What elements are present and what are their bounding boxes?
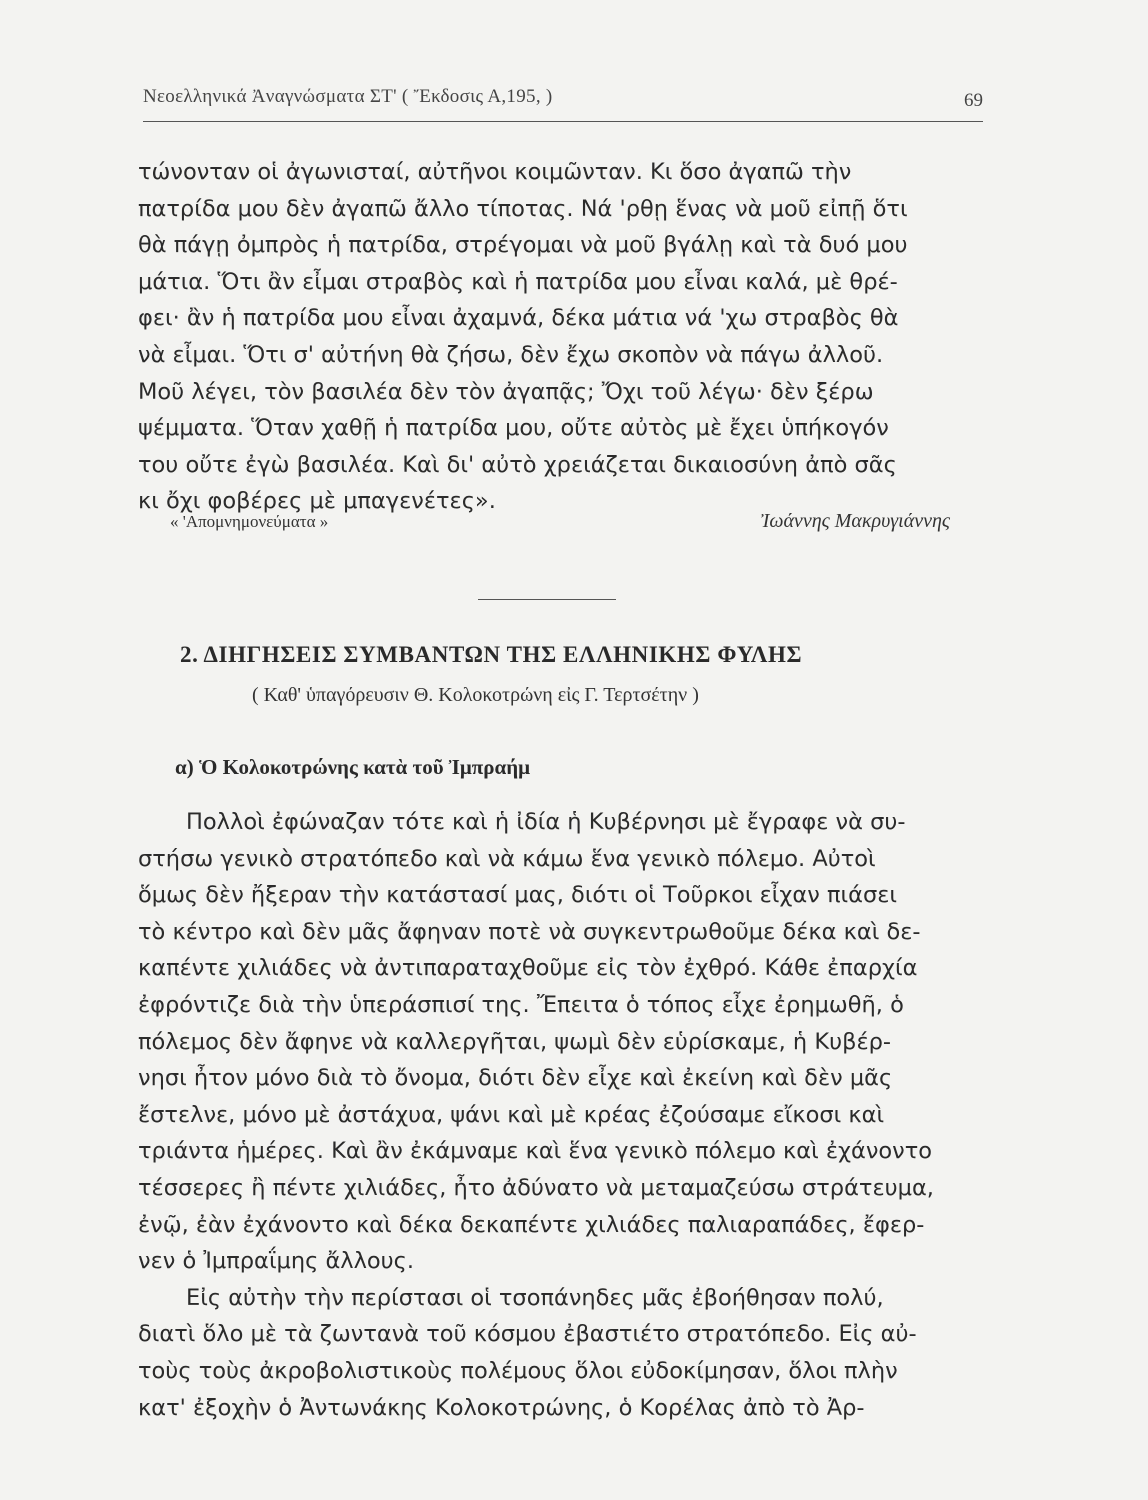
text-line: στήσω γενικὸ στρατόπεδο καὶ νὰ κάμω ἕνα γενικὸ πόλεμο. Αὐτοὶ xyxy=(138,845,876,872)
text-line: τριάντα ἡμέρες. Καὶ ἂν ἐκάμναμε καὶ ἕνα γενικὸ πόλεμο καὶ ἐχάνοντο xyxy=(138,1138,933,1165)
section-heading: 2. ΔΙΗΓΗΣΕΙΣ ΣΥΜΒΑΝΤΩΝ ΤΗΣ ΕΛΛΗΝΙΚΗΣ ΦΥΛΗΣ xyxy=(180,642,803,667)
passage-1 xyxy=(138,154,988,520)
passage-2 xyxy=(138,804,988,1426)
text-line: νησι ἦτον μόνο διὰ τὸ ὄνομα, διότι δὲν εἶχε καὶ ἐκείνη καὶ δὲν μᾶς xyxy=(138,1065,893,1092)
text-line: φει· ἂν ἡ πατρίδα μου εἶναι ἀχαμνά, δέκα μάτια νά 'χω στραβὸς θὰ xyxy=(138,305,899,332)
source-title: « 'Απομνημονεύματα » xyxy=(170,512,329,531)
text-line: πόλεμος δὲν ἄφηνε νὰ καλλεργῆται, ψωμὶ δὲν εὑρίσκαμε, ἡ Κυβέρ- xyxy=(138,1028,892,1055)
text-line: Εἰς αὐτὴν τὴν περίστασι οἱ τσοπάνηδες μᾶς ἐβοήθησαν πολύ, xyxy=(186,1284,884,1311)
text-line: τὸ κέντρο καὶ δὲν μᾶς ἄφηναν ποτὲ νὰ συγκεντρωθοῦμε δέκα καὶ δε- xyxy=(138,918,921,945)
text-line: νεν ὁ Ἰμπραΐμης ἄλλους. xyxy=(138,1248,415,1275)
text-line: ψέμματα. Ὅταν χαθῇ ἡ πατρίδα μου, οὔτε αὐτὸς μὲ ἔχει ὑπήκογόν xyxy=(138,415,889,442)
section-separator xyxy=(478,599,616,600)
subsection-title: α) Ὁ Κολοκοτρώνης κατὰ τοῦ Ἰμπραήμ xyxy=(175,755,531,779)
author-name: Ἰωάννης Μακρυγιάννης xyxy=(760,510,950,532)
attribution xyxy=(170,508,950,538)
text-line: θὰ πάγῃ ὀμπρὸς ἡ πατρίδα, στρέγομαι νὰ μοῦ βγάλῃ καὶ τὰ δυό μου xyxy=(138,232,908,259)
text-line: τέσσερες ἢ πέντε χιλιάδες, ἦτο ἀδύνατο νὰ μεταμαζεύσω στράτευμα, xyxy=(138,1174,934,1201)
text-line: Μοῦ λέγει, τὸν βασιλέα δὲν τὸν ἀγαπᾷς; Ὄχι τοῦ λέγω· δὲν ξέρω xyxy=(138,378,874,405)
text-line: ἔστελνε, μόνο μὲ ἀστάχυα, ψάνι καὶ μὲ κρέας ἐζούσαμε εἴκοσι καὶ xyxy=(138,1101,885,1128)
text-line: κι ὄχι φοβέρες μὲ μπαγενέτες». xyxy=(138,488,496,515)
text-line: ὅμως δὲν ἤξεραν τὴν κατάστασί μας, διότι οἱ Τοῦρκοι εἶχαν πιάσει xyxy=(138,882,897,909)
text-line: τοὺς τοὺς ἀκροβολιστικοὺς πολέμους ὅλοι εὐδοκίμησαν, ὅλοι πλὴν xyxy=(138,1357,898,1384)
section-subheading: ( Καθ' ὑπαγόρευσιν Θ. Κολοκοτρώνη εἰς Γ. Τερτσέτην ) xyxy=(252,684,699,706)
text-line: ἐνῷ, ἐὰν ἐχάνοντο καὶ δέκα δεκαπέντε χιλιάδες παλιαραπάδες, ἔφερ- xyxy=(138,1211,925,1238)
header-rule xyxy=(143,121,983,122)
text-line: του οὔτε ἐγὼ βασιλέα. Καὶ δι' αὐτὸ χρειάζεται δικαιοσύνη ἀπὸ σᾶς xyxy=(138,451,897,478)
text-line: κατ' ἐξοχὴν ὁ Ἀντωνάκης Κολοκοτρώνης, ὁ Κορέλας ἀπὸ τὸ Ἀρ- xyxy=(138,1394,865,1421)
text-line: πατρίδα μου δὲν ἀγαπῶ ἄλλο τίποτας. Νά 'ρθῃ ἕνας νὰ μοῦ εἰπῇ ὅτι xyxy=(138,195,908,222)
text-line: Πολλοὶ ἐφώναζαν τότε καὶ ἡ ἰδία ἡ Κυβέρνησι μὲ ἔγραφε νὰ συ- xyxy=(186,809,906,835)
text-line: καπέντε χιλιάδες νὰ ἀντιπαραταχθοῦμε εἰς τὸν ἐχθρό. Κάθε ἐπαρχία xyxy=(138,955,918,982)
text-line: ἐφρόντιζε διὰ τὴν ὑπεράσπισί της. Ἔπειτα ὁ τόπος εἶχε ἐρημωθῆ, ὁ xyxy=(138,991,904,1018)
text-line: διατὶ ὅλο μὲ τὰ ζωντανὰ τοῦ κόσμου ἐβαστιέτο στρατόπεδο. Εἰς αὐ- xyxy=(138,1321,917,1348)
text-line: νὰ εἶμαι. Ὅτι σ' αὐτήνη θὰ ζήσω, δὲν ἔχω σκοπὸν νὰ πάγω ἀλλοῦ. xyxy=(138,341,884,368)
text-line: μάτια. Ὅτι ἂν εἶμαι στραβὸς καὶ ἡ πατρίδα μου εἶναι καλά, μὲ θρέ- xyxy=(138,268,898,295)
running-title: Νεοελληνικά Ἀναγνώσματα ΣΤ' ( Ἔκδοσις Α,195, ) xyxy=(143,86,553,107)
page-number: 69 xyxy=(964,90,983,111)
text-line: τώνονταν οἱ ἀγωνισταί, αὐτῆνοι κοιμῶνταν. Κι ὅσο ἀγαπῶ τὴν xyxy=(138,159,852,185)
